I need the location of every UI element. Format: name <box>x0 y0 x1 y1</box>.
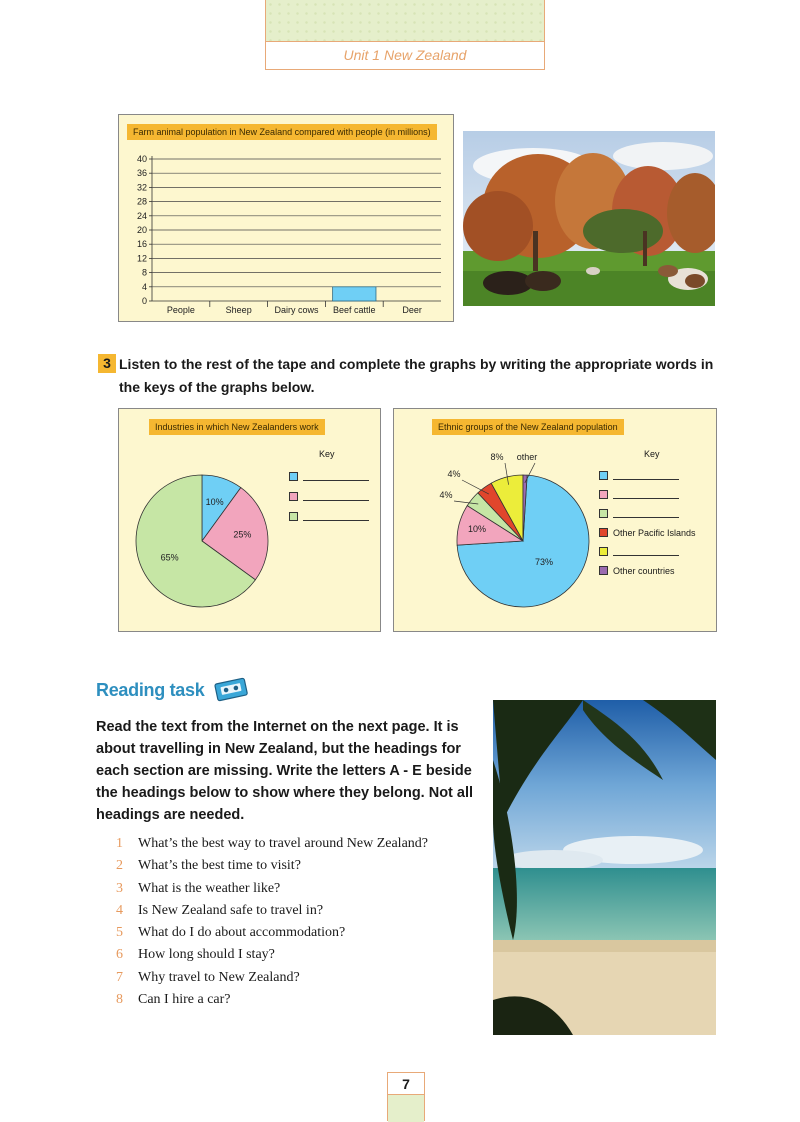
heading-item <box>116 989 486 1011</box>
pie-label: 8% <box>490 452 504 462</box>
heading-item <box>116 922 486 944</box>
heading-number: 5 <box>116 925 123 941</box>
heading-number: 6 <box>116 947 123 963</box>
key-label: Other Pacific Islands <box>613 527 696 538</box>
key-swatch <box>289 492 298 501</box>
key-row <box>599 523 714 542</box>
x-tick-label: Deer <box>402 305 422 315</box>
key-swatch <box>599 490 608 499</box>
heading-item <box>116 900 486 922</box>
heading-text: Can I hire a car? <box>138 992 231 1008</box>
industries-key-title: Key <box>319 449 335 459</box>
x-tick-label: Sheep <box>225 305 252 315</box>
y-tick-label: 20 <box>136 225 147 235</box>
header-pattern <box>266 0 544 42</box>
industries-chart <box>118 408 381 632</box>
key-row <box>289 486 379 506</box>
unit-label: Unit 1 New Zealand <box>343 47 467 63</box>
x-tick-label: Dairy cows <box>274 305 319 315</box>
key-swatch <box>599 509 608 518</box>
key-blank <box>303 472 369 481</box>
key-row <box>289 466 379 486</box>
heading-text: How long should I stay? <box>138 947 275 963</box>
key-row <box>599 561 714 580</box>
y-tick-label: 8 <box>141 267 147 278</box>
key-swatch <box>289 512 298 521</box>
beach-photo <box>493 700 716 1035</box>
y-tick-label: 16 <box>136 239 147 250</box>
page-tab-fill <box>388 1095 424 1122</box>
x-tick-label: People <box>166 305 195 315</box>
heading-number: 1 <box>116 836 123 851</box>
key-row <box>599 466 714 485</box>
key-label: Other countries <box>613 565 675 576</box>
heading-text: Is New Zealand safe to travel in? <box>138 902 324 918</box>
key-swatch <box>599 547 608 556</box>
pie-label: 10% <box>205 497 224 508</box>
reading-instructions: Read the text from the Internet on the next page. It is about travelling in New Zealand, but the headings for each section are missing. Write the letters A - E beside the headings below to show where they belong. Not all headings are needed. <box>96 719 474 823</box>
reading-task-title: Reading task <box>96 680 205 700</box>
y-tick-label: 4 <box>141 281 147 292</box>
heading-text: What is the weather like? <box>138 880 281 896</box>
y-tick-label: 32 <box>136 182 147 193</box>
y-tick-label: 24 <box>136 210 147 221</box>
key-row <box>599 504 714 523</box>
heading-number: 4 <box>116 902 123 918</box>
industries-chart-title: Industries in which New Zealanders work <box>149 419 325 435</box>
heading-number: 3 <box>116 880 123 896</box>
heading-number: 8 <box>116 992 123 1008</box>
pie-label: 65% <box>160 552 179 563</box>
y-tick-label: 0 <box>141 296 147 306</box>
task3-instructions: Listen to the rest of the tape and complete the graphs by writing the appropriate words in the keys of the graphs below. <box>119 356 714 395</box>
unit-header <box>265 0 545 70</box>
key-row <box>599 485 714 504</box>
heading-item <box>116 944 486 966</box>
heading-item <box>116 833 486 855</box>
industries-key <box>289 466 379 526</box>
y-tick-label: 12 <box>136 253 147 264</box>
pie-label: 4% <box>439 490 453 500</box>
pie-label: 73% <box>534 557 554 568</box>
bar-beef-cattle <box>333 287 376 301</box>
key-blank <box>613 490 679 499</box>
heading-text: What’s the best time to visit? <box>138 858 301 874</box>
key-blank <box>613 471 679 480</box>
heading-item <box>116 878 486 900</box>
bar-chart-title: Farm animal population in New Zealand compared with people (in millions) <box>127 124 437 140</box>
page-number-tab <box>387 1072 425 1121</box>
y-tick-label: 40 <box>136 154 147 164</box>
cassette-icon <box>213 676 249 702</box>
key-row <box>599 542 714 561</box>
heading-number: 7 <box>116 969 123 985</box>
y-tick-label: 36 <box>136 168 147 179</box>
ethnic-chart-title: Ethnic groups of the New Zealand population <box>432 419 624 435</box>
cows-photo <box>463 131 715 306</box>
heading-list <box>116 833 486 1011</box>
pie-label: 25% <box>233 529 252 540</box>
page-number: 7 <box>388 1073 424 1095</box>
key-blank <box>303 492 369 501</box>
x-tick-label: Beef cattle <box>333 305 376 315</box>
task-number: 3 <box>98 354 116 373</box>
pie-label: other <box>516 452 538 462</box>
key-swatch <box>599 566 608 575</box>
heading-text: Why travel to New Zealand? <box>138 969 300 985</box>
farm-animal-chart <box>118 114 454 322</box>
key-blank <box>613 547 679 556</box>
ethnic-groups-chart <box>393 408 717 632</box>
heading-text: What’s the best way to travel around New Zealand? <box>138 836 429 851</box>
ethnic-key <box>599 466 714 580</box>
bar-chart-plot <box>119 115 455 323</box>
ethnic-key-title: Key <box>644 449 660 459</box>
pie-label: 4% <box>447 469 461 479</box>
key-row <box>289 506 379 526</box>
pie-label: 10% <box>467 524 486 535</box>
key-swatch <box>289 472 298 481</box>
key-blank <box>303 512 369 521</box>
heading-text: What do I do about accommodation? <box>138 925 346 941</box>
key-blank <box>613 509 679 518</box>
heading-item <box>116 855 486 877</box>
key-swatch <box>599 471 608 480</box>
heading-item <box>116 967 486 989</box>
heading-number: 2 <box>116 858 123 874</box>
y-tick-label: 28 <box>136 196 147 207</box>
key-swatch <box>599 528 608 537</box>
